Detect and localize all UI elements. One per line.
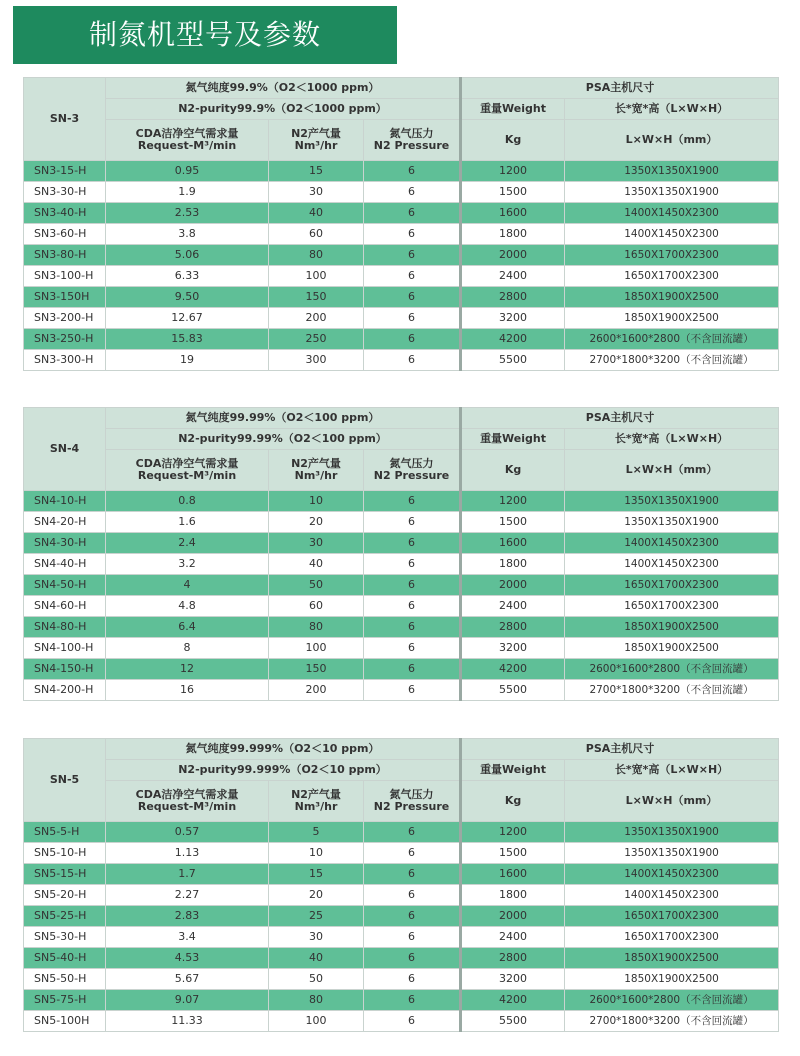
table-row (24, 659, 779, 680)
table-row (24, 990, 779, 1011)
cda-cell: 1.7 (106, 864, 269, 885)
size-cell: 1650X1700X2300 (565, 906, 779, 927)
cda-header: CDA洁净空气需求量 Request-M³/min (106, 450, 269, 491)
cda-cell: 3.4 (106, 927, 269, 948)
pressure-cell: 6 (364, 266, 461, 287)
n2-cell: 100 (269, 638, 364, 659)
model-cell: SN3-60-H (24, 224, 106, 245)
weight-cell: 2800 (461, 617, 565, 638)
n2-cell: 200 (269, 308, 364, 329)
n2-cell: 80 (269, 990, 364, 1011)
weight-cell: 1800 (461, 224, 565, 245)
weight-cell: 4200 (461, 659, 565, 680)
n2-header: N2产气量 Nm³/hr (269, 450, 364, 491)
pressure-cell: 6 (364, 659, 461, 680)
weight-cell: 1800 (461, 885, 565, 906)
weight-cell: 1600 (461, 864, 565, 885)
size-cell: 2600*1600*2800（不含回流罐） (565, 990, 779, 1011)
spec-table-sn5 (23, 738, 779, 1032)
model-cell: SN4-150-H (24, 659, 106, 680)
table-row (24, 969, 779, 990)
cda-cell: 16 (106, 680, 269, 701)
weight-cell: 4200 (461, 990, 565, 1011)
purity-en: N2-purity99.99%（O2＜100 ppm） (106, 429, 461, 450)
table-row (24, 1011, 779, 1032)
size-cell: 1400X1450X2300 (565, 885, 779, 906)
n2-cell: 60 (269, 224, 364, 245)
size-cell: 1650X1700X2300 (565, 245, 779, 266)
cda-cell: 4.8 (106, 596, 269, 617)
model-cell: SN5-100H (24, 1011, 106, 1032)
pressure-cell: 6 (364, 638, 461, 659)
model-cell: SN3-300-H (24, 350, 106, 371)
n2-cell: 15 (269, 864, 364, 885)
model-cell: SN3-80-H (24, 245, 106, 266)
table-row (24, 554, 779, 575)
cda-cell: 1.9 (106, 182, 269, 203)
header-row (24, 781, 779, 822)
model-cell: SN4-40-H (24, 554, 106, 575)
cda-cell: 9.50 (106, 287, 269, 308)
pressure-cell: 6 (364, 308, 461, 329)
psa-size-header: PSA主机尺寸 (461, 739, 779, 760)
pressure-cell: 6 (364, 885, 461, 906)
table-row (24, 680, 779, 701)
pressure-cell: 6 (364, 822, 461, 843)
header-row (24, 739, 779, 760)
n2-cell: 60 (269, 596, 364, 617)
pressure-cell: 6 (364, 906, 461, 927)
kg-header: Kg (461, 450, 565, 491)
cda-cell: 6.4 (106, 617, 269, 638)
lwh-cn-header: 长*宽*高（L×W×H） (565, 429, 779, 450)
cda-cell: 2.27 (106, 885, 269, 906)
weight-cell: 2000 (461, 906, 565, 927)
size-cell: 2700*1800*3200（不含回流罐） (565, 350, 779, 371)
weight-cell: 2000 (461, 575, 565, 596)
pressure-cell: 6 (364, 575, 461, 596)
table-body (24, 822, 779, 1032)
model-cell: SN4-20-H (24, 512, 106, 533)
psa-size-header: PSA主机尺寸 (461, 408, 779, 429)
size-cell: 1650X1700X2300 (565, 575, 779, 596)
size-cell: 1400X1450X2300 (565, 554, 779, 575)
pressure-cell: 6 (364, 1011, 461, 1032)
size-cell: 1350X1350X1900 (565, 512, 779, 533)
pressure-cell: 6 (364, 329, 461, 350)
model-cell: SN4-60-H (24, 596, 106, 617)
cda-cell: 12 (106, 659, 269, 680)
cda-cell: 2.4 (106, 533, 269, 554)
weight-cell: 2400 (461, 596, 565, 617)
model-cell: SN4-80-H (24, 617, 106, 638)
pressure-cell: 6 (364, 287, 461, 308)
purity-en: N2-purity99.9%（O2＜1000 ppm） (106, 99, 461, 120)
weight-cell: 5500 (461, 350, 565, 371)
model-cell: SN3-30-H (24, 182, 106, 203)
pressure-cell: 6 (364, 680, 461, 701)
pressure-cell: 6 (364, 224, 461, 245)
size-cell: 1350X1350X1900 (565, 843, 779, 864)
cda-cell: 1.13 (106, 843, 269, 864)
weight-cell: 2800 (461, 948, 565, 969)
size-cell: 1650X1700X2300 (565, 596, 779, 617)
cda-cell: 4 (106, 575, 269, 596)
cda-cell: 0.57 (106, 822, 269, 843)
cda-cell: 4.53 (106, 948, 269, 969)
n2-cell: 100 (269, 1011, 364, 1032)
n2-cell: 100 (269, 266, 364, 287)
table-row (24, 885, 779, 906)
pressure-cell: 6 (364, 969, 461, 990)
size-cell: 1850X1900X2500 (565, 948, 779, 969)
model-cell: SN5-10-H (24, 843, 106, 864)
pressure-cell: 6 (364, 512, 461, 533)
table-row (24, 287, 779, 308)
cda-cell: 5.67 (106, 969, 269, 990)
lwh-mm-header: L×W×H（mm） (565, 450, 779, 491)
model-cell: SN4-200-H (24, 680, 106, 701)
cda-cell: 9.07 (106, 990, 269, 1011)
n2-cell: 10 (269, 491, 364, 512)
table-row (24, 864, 779, 885)
weight-header: 重量Weight (461, 429, 565, 450)
purity-cn: 氮气纯度99.99%（O2＜100 ppm） (106, 408, 461, 429)
table-row (24, 203, 779, 224)
model-cell: SN5-30-H (24, 927, 106, 948)
n2-cell: 15 (269, 161, 364, 182)
table-row (24, 491, 779, 512)
size-cell: 1400X1450X2300 (565, 224, 779, 245)
psa-size-header: PSA主机尺寸 (461, 78, 779, 99)
weight-cell: 5500 (461, 680, 565, 701)
model-cell: SN5-50-H (24, 969, 106, 990)
n2-cell: 40 (269, 948, 364, 969)
size-cell: 1850X1900X2500 (565, 287, 779, 308)
n2-cell: 40 (269, 203, 364, 224)
n2-cell: 250 (269, 329, 364, 350)
table-row (24, 575, 779, 596)
pressure-cell: 6 (364, 843, 461, 864)
lwh-cn-header: 长*宽*高（L×W×H） (565, 99, 779, 120)
purity-cn: 氮气纯度99.9%（O2＜1000 ppm） (106, 78, 461, 99)
table-row (24, 948, 779, 969)
pressure-header: 氮气压力 N2 Pressure (364, 450, 461, 491)
weight-cell: 3200 (461, 638, 565, 659)
table-body (24, 491, 779, 701)
pressure-cell: 6 (364, 350, 461, 371)
n2-cell: 20 (269, 885, 364, 906)
lwh-cn-header: 长*宽*高（L×W×H） (565, 760, 779, 781)
header-row (24, 408, 779, 429)
purity-cn: 氮气纯度99.999%（O2＜10 ppm） (106, 739, 461, 760)
n2-cell: 150 (269, 659, 364, 680)
pressure-cell: 6 (364, 617, 461, 638)
cda-header: CDA洁净空气需求量 Request-M³/min (106, 781, 269, 822)
cda-cell: 11.33 (106, 1011, 269, 1032)
header-row (24, 78, 779, 99)
pressure-cell: 6 (364, 182, 461, 203)
table-row (24, 350, 779, 371)
weight-cell: 3200 (461, 308, 565, 329)
n2-cell: 300 (269, 350, 364, 371)
n2-cell: 30 (269, 182, 364, 203)
cda-cell: 19 (106, 350, 269, 371)
size-cell: 1850X1900X2500 (565, 617, 779, 638)
weight-cell: 4200 (461, 329, 565, 350)
table-row (24, 617, 779, 638)
n2-cell: 30 (269, 927, 364, 948)
n2-cell: 80 (269, 245, 364, 266)
cda-cell: 15.83 (106, 329, 269, 350)
page-title: 制氮机型号及参数 (13, 6, 397, 64)
weight-cell: 1500 (461, 182, 565, 203)
table-row (24, 224, 779, 245)
header-row (24, 99, 779, 120)
series-model: SN-3 (24, 78, 106, 161)
n2-cell: 50 (269, 575, 364, 596)
model-cell: SN5-75-H (24, 990, 106, 1011)
weight-cell: 1600 (461, 533, 565, 554)
table-row (24, 596, 779, 617)
cda-header: CDA洁净空气需求量 Request-M³/min (106, 120, 269, 161)
weight-cell: 1200 (461, 822, 565, 843)
size-cell: 1850X1900X2500 (565, 308, 779, 329)
model-cell: SN5-25-H (24, 906, 106, 927)
size-cell: 1850X1900X2500 (565, 969, 779, 990)
header-row (24, 120, 779, 161)
weight-cell: 1200 (461, 491, 565, 512)
purity-en: N2-purity99.999%（O2＜10 ppm） (106, 760, 461, 781)
pressure-cell: 6 (364, 927, 461, 948)
weight-cell: 1500 (461, 512, 565, 533)
size-cell: 1350X1350X1900 (565, 822, 779, 843)
n2-cell: 50 (269, 969, 364, 990)
weight-cell: 2400 (461, 927, 565, 948)
n2-header: N2产气量 Nm³/hr (269, 781, 364, 822)
series-model: SN-4 (24, 408, 106, 491)
cda-cell: 2.83 (106, 906, 269, 927)
n2-cell: 40 (269, 554, 364, 575)
size-cell: 2700*1800*3200（不含回流罐） (565, 680, 779, 701)
table-row (24, 182, 779, 203)
lwh-mm-header: L×W×H（mm） (565, 781, 779, 822)
pressure-cell: 6 (364, 245, 461, 266)
size-cell: 2700*1800*3200（不含回流罐） (565, 1011, 779, 1032)
pressure-cell: 6 (364, 203, 461, 224)
cda-cell: 0.95 (106, 161, 269, 182)
header-row (24, 760, 779, 781)
spec-table-sn3 (23, 77, 779, 371)
size-cell: 1400X1450X2300 (565, 864, 779, 885)
table-row (24, 245, 779, 266)
pressure-cell: 6 (364, 533, 461, 554)
pressure-cell: 6 (364, 554, 461, 575)
header-row (24, 450, 779, 491)
model-cell: SN3-40-H (24, 203, 106, 224)
n2-cell: 25 (269, 906, 364, 927)
model-cell: SN3-15-H (24, 161, 106, 182)
table-row (24, 822, 779, 843)
model-cell: SN5-40-H (24, 948, 106, 969)
pressure-cell: 6 (364, 864, 461, 885)
size-cell: 1650X1700X2300 (565, 266, 779, 287)
model-cell: SN4-10-H (24, 491, 106, 512)
series-model: SN-5 (24, 739, 106, 822)
kg-header: Kg (461, 120, 565, 161)
n2-cell: 5 (269, 822, 364, 843)
model-cell: SN5-20-H (24, 885, 106, 906)
weight-cell: 1200 (461, 161, 565, 182)
size-cell: 2600*1600*2800（不含回流罐） (565, 329, 779, 350)
cda-cell: 12.67 (106, 308, 269, 329)
pressure-cell: 6 (364, 596, 461, 617)
cda-cell: 0.8 (106, 491, 269, 512)
lwh-mm-header: L×W×H（mm） (565, 120, 779, 161)
pressure-cell: 6 (364, 948, 461, 969)
size-cell: 1650X1700X2300 (565, 927, 779, 948)
model-cell: SN3-100-H (24, 266, 106, 287)
weight-cell: 3200 (461, 969, 565, 990)
model-cell: SN4-50-H (24, 575, 106, 596)
cda-cell: 3.8 (106, 224, 269, 245)
model-cell: SN5-5-H (24, 822, 106, 843)
weight-cell: 5500 (461, 1011, 565, 1032)
table-body (24, 161, 779, 371)
pressure-cell: 6 (364, 990, 461, 1011)
model-cell: SN4-100-H (24, 638, 106, 659)
model-cell: SN3-150H (24, 287, 106, 308)
n2-header: N2产气量 Nm³/hr (269, 120, 364, 161)
weight-cell: 1600 (461, 203, 565, 224)
model-cell: SN3-200-H (24, 308, 106, 329)
table-row (24, 308, 779, 329)
size-cell: 1350X1350X1900 (565, 161, 779, 182)
model-cell: SN4-30-H (24, 533, 106, 554)
n2-cell: 30 (269, 533, 364, 554)
weight-cell: 1500 (461, 843, 565, 864)
kg-header: Kg (461, 781, 565, 822)
model-cell: SN3-250-H (24, 329, 106, 350)
size-cell: 1350X1350X1900 (565, 491, 779, 512)
spec-table-sn4 (23, 407, 779, 701)
n2-cell: 10 (269, 843, 364, 864)
size-cell: 1350X1350X1900 (565, 182, 779, 203)
weight-header: 重量Weight (461, 99, 565, 120)
cda-cell: 2.53 (106, 203, 269, 224)
table-row (24, 266, 779, 287)
weight-cell: 2000 (461, 245, 565, 266)
n2-cell: 200 (269, 680, 364, 701)
cda-cell: 6.33 (106, 266, 269, 287)
table-row (24, 161, 779, 182)
table-row (24, 843, 779, 864)
n2-cell: 20 (269, 512, 364, 533)
weight-cell: 2400 (461, 266, 565, 287)
cda-cell: 5.06 (106, 245, 269, 266)
pressure-header: 氮气压力 N2 Pressure (364, 120, 461, 161)
header-row (24, 429, 779, 450)
table-row (24, 512, 779, 533)
table-row (24, 329, 779, 350)
pressure-cell: 6 (364, 161, 461, 182)
cda-cell: 3.2 (106, 554, 269, 575)
size-cell: 1400X1450X2300 (565, 533, 779, 554)
table-row (24, 638, 779, 659)
table-row (24, 906, 779, 927)
n2-cell: 150 (269, 287, 364, 308)
size-cell: 1850X1900X2500 (565, 638, 779, 659)
n2-cell: 80 (269, 617, 364, 638)
cda-cell: 1.6 (106, 512, 269, 533)
model-cell: SN5-15-H (24, 864, 106, 885)
table-row (24, 533, 779, 554)
cda-cell: 8 (106, 638, 269, 659)
pressure-header: 氮气压力 N2 Pressure (364, 781, 461, 822)
weight-cell: 1800 (461, 554, 565, 575)
size-cell: 2600*1600*2800（不含回流罐） (565, 659, 779, 680)
weight-header: 重量Weight (461, 760, 565, 781)
weight-cell: 2800 (461, 287, 565, 308)
size-cell: 1400X1450X2300 (565, 203, 779, 224)
pressure-cell: 6 (364, 491, 461, 512)
table-row (24, 927, 779, 948)
